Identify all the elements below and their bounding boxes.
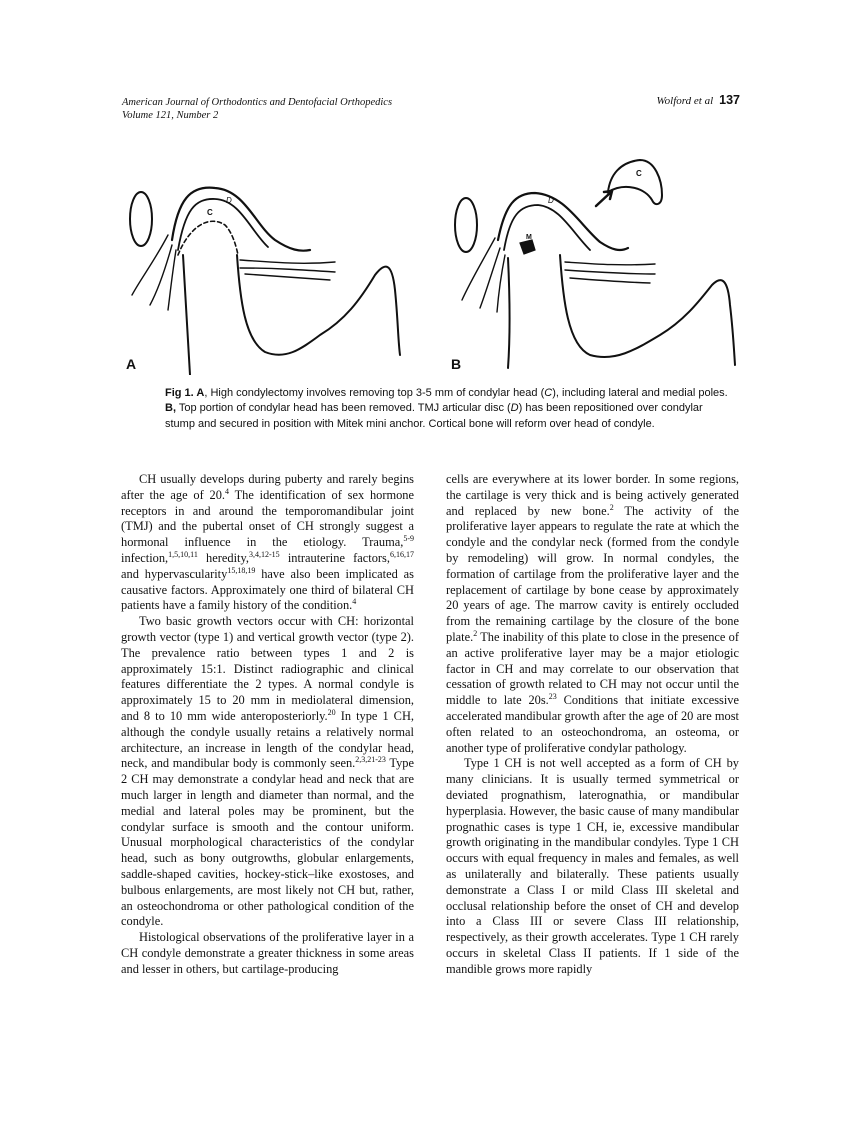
figure-caption bbox=[165, 386, 735, 432]
citation-superscript: 15,18,19 bbox=[227, 565, 256, 575]
panel-a-drawing bbox=[130, 188, 400, 375]
caption-panel-b-label: B, bbox=[165, 402, 176, 415]
caption-text: , High condylectomy involves removing top 3-5 mm of condylar head ( bbox=[204, 387, 545, 399]
citation-superscript: 23 bbox=[548, 692, 557, 702]
body-text: heredity, bbox=[197, 550, 249, 565]
body-text: cells are everywhere at its lower border. In some regions, the cartilage is very thick and is being actively generated and replaced by new bone. bbox=[446, 472, 739, 518]
body-paragraph bbox=[121, 614, 414, 930]
citation-superscript: 20 bbox=[327, 707, 336, 717]
body-text: CH usually develops during puberty and rarely begins after the age of 20. bbox=[121, 472, 414, 502]
journal-volume: Volume 121, Number 2 bbox=[122, 110, 219, 121]
caption-text: ) has been repositioned over condylar stump and secured in position with Mitek mini anchor. Cortical bone will reform over head of condyle. bbox=[165, 402, 703, 430]
body-paragraph bbox=[446, 472, 739, 756]
author-running-head: Wolford et al bbox=[656, 95, 714, 107]
citation-superscript: 4 bbox=[225, 486, 230, 496]
mitek-anchor-icon bbox=[520, 240, 535, 254]
caption-text: Top portion of condylar head has been removed. TMJ articular disc ( bbox=[176, 402, 511, 415]
panel-a-ramus-posterior bbox=[183, 255, 190, 375]
journal-title: American Journal of Orthodontics and Dentofacial Orthopedics bbox=[122, 97, 393, 108]
page-number: 137 bbox=[719, 93, 740, 107]
removed-condyle-fragment bbox=[608, 160, 662, 204]
fragment-label-c: C bbox=[636, 169, 642, 178]
body-text: Two basic growth vectors occur with CH: horizontal growth vector (type 1) and vertical growth vector (type 2). The prevalence ratio between types 1 and 2 is approximately 15:1. Distinct radiographic and clinical features differentiate the 2 types. A normal condyle is approximately 15 to 20 mm in mediolateral dimension, and 8 to 10 mm wide anteroposteriorly. bbox=[121, 614, 414, 723]
body-paragraph bbox=[121, 930, 414, 977]
panel-a-disc-inner bbox=[178, 199, 268, 250]
panel-b-label-m: M bbox=[526, 234, 532, 241]
body-paragraph bbox=[121, 472, 414, 614]
panel-b-label-d: D bbox=[548, 196, 554, 205]
panel-a-ramus-anterior bbox=[237, 255, 400, 355]
panel-a-ear-oval bbox=[130, 192, 152, 246]
caption-fig-label: Fig 1. A bbox=[165, 387, 205, 399]
body-text: Type 2 CH may demonstrate a condylar head and neck that are much larger in length and diameter than normal, and the medial and lateral poles may be prominent, but the condylar surface is smooth and the contour uniform. Unusual morphological characteristics of the condylar head, such as bony outgrowths, globular enlargements, saddle-shaped cavities, hockey-stick–like exostoses, and bulbous enlargements, are most likely not CH but, rather, an osteochondroma or other pathological condition of the condyle. bbox=[121, 756, 415, 929]
running-header-right bbox=[657, 94, 741, 108]
citation-superscript: 2 bbox=[473, 628, 478, 638]
panel-a-label: A bbox=[126, 356, 137, 372]
panel-b-ramus-posterior bbox=[508, 258, 510, 368]
panel-a-label-d: D bbox=[226, 196, 232, 205]
body-text: Histological observations of the proliferative layer in a CH condyle demonstrate a greater thickness in some areas and lesser in others, but cartilage-producing bbox=[121, 930, 414, 976]
panel-a-disc-ligaments bbox=[132, 235, 335, 310]
body-text: In type 1 CH, although the condyle usually retains a relatively normal architecture, an increase in length of the condylar head, neck, and mandibular body is commonly seen. bbox=[121, 708, 414, 771]
panel-a-label-c: C bbox=[207, 208, 213, 217]
citation-superscript: 6,16,17 bbox=[389, 549, 414, 559]
panel-a-disc-outer bbox=[172, 188, 310, 251]
caption-ref-d: D bbox=[510, 402, 519, 415]
figure-1-illustration bbox=[115, 150, 740, 375]
citation-superscript: 2,3,21-23 bbox=[355, 755, 386, 765]
body-text: infection, bbox=[121, 550, 169, 565]
citation-superscript: 5-9 bbox=[403, 534, 414, 544]
panel-b-disc-outer bbox=[498, 193, 628, 250]
body-text: and hypervascularity bbox=[121, 566, 228, 581]
citation-superscript: 4 bbox=[352, 597, 357, 607]
body-column-right bbox=[446, 472, 739, 978]
caption-text: ), including lateral and medial poles. bbox=[552, 387, 728, 399]
body-column-left bbox=[121, 472, 414, 978]
body-text: intrauterine factors, bbox=[279, 550, 390, 565]
body-text: The inability of this plate to close in the presence of an active proliferative layer may be a major etiologic factor in CH and may correlate to our observation that cessation of growth related to CH may not occur until the middle to late 20s. bbox=[446, 629, 739, 708]
body-text: Type 1 CH is not well accepted as a form of CH by many clinicians. It is usually termed symmetrical or deviated prognathism, laterognathia, or mandibular hyperplasia. However, the basic cause of many mandibular prognathic cases is type 1 CH, ie, excessive mandibular growth originating in the mandibular condyles. Type 1 CH occurs with equal frequency in males and females, as well as unilaterally and bilaterally. These patients usually demonstrate a Class I or mild Class III skeletal and occlusal relationship before the onset of CH and develop into a Class III or severe Class III relationship, respectively, as their growth accelerates. Type 1 CH rarely occurs in skeletal Class II patients. If 1 side of the mandible grows more rapidly bbox=[446, 756, 739, 976]
panel-b-drawing bbox=[455, 160, 735, 368]
body-text: Conditions that initiate excessive accelerated mandibular growth after the age of 20 are most often related to an osteochondroma, an osteoma, or another type of proliferative condylar pathology. bbox=[446, 693, 739, 755]
citation-superscript: 1,5,10,11 bbox=[168, 549, 198, 559]
citation-superscript: 2 bbox=[609, 502, 614, 512]
running-header-left bbox=[122, 96, 392, 122]
caption-ref-c: C bbox=[544, 387, 553, 399]
panel-b-ear-oval bbox=[455, 198, 477, 252]
citation-superscript: 3,4,12-15 bbox=[248, 549, 280, 559]
panel-a-condyle-cut-line bbox=[178, 221, 238, 255]
arrow-icon bbox=[596, 191, 612, 206]
panel-b-label: B bbox=[451, 356, 462, 372]
body-text: The identification of sex hormone receptors in and around the temporomandibular joint (TMJ) and the pubertal onset of CH strongly suggest a hormonal influence in the etiology. Trauma, bbox=[121, 487, 414, 550]
body-paragraph bbox=[446, 756, 739, 977]
panel-b-disc-inner bbox=[504, 205, 590, 250]
body-text: have also been implicated as causative factors. Approximately one third of bilateral CH patients have a family history of the condition. bbox=[121, 566, 414, 613]
body-text: The activity of the proliferative layer appears to regulate the rate at which the condyle and the condylar neck (formed from the condyle by remodeling) will grow. In normal condyles, the formation of cartilage from the proliferative layer and the replacement of cartilage by bone cease by approximately 20 years of age. The marrow cavity is entirely occluded from the remaining cartilage by the closure of the bone plate. bbox=[446, 503, 739, 644]
